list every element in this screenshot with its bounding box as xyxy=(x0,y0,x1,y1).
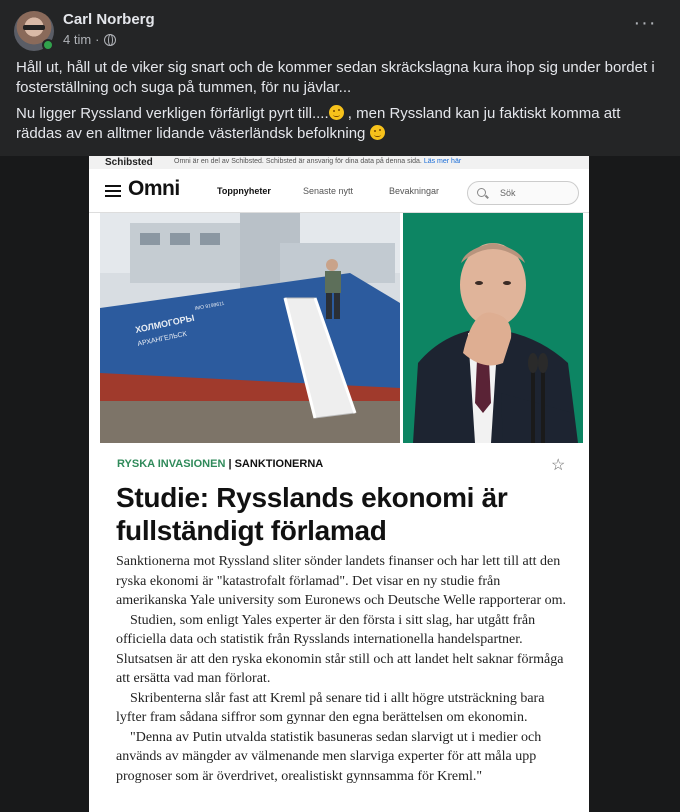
post-paragraph-2b: , men Ryssland kan ju faktiskt komma att räddas av en alltmer lidande västerländsk befolkning xyxy=(16,105,621,142)
post-header xyxy=(0,0,680,156)
body-paragraph: Sanktionerna mot Ryssland sliter sönder landets finanser och har lett till att den ryska ekonomi är "katastrofalt förlamad". Det visar en ny studie från amerikanska Yale university som Euronews och Deutsche Welle rapporterar om. xyxy=(116,554,566,608)
more-options-icon[interactable]: ··· xyxy=(633,12,657,34)
search-icon xyxy=(477,188,486,197)
tab-toppnyheter: Toppnyheter xyxy=(217,186,271,196)
schibsted-read-more-link: Läs mer här xyxy=(423,158,462,165)
online-status-dot xyxy=(42,39,54,51)
post-text xyxy=(16,58,668,150)
ship-name-text: ХОЛМОГОРЫ xyxy=(134,312,196,335)
article-headline: Studie: Rysslands ekonomi är fullständigt förlamad xyxy=(116,482,508,546)
omni-nav xyxy=(89,169,589,213)
portrait-illustration xyxy=(403,213,583,443)
post-meta xyxy=(63,32,116,47)
star-icon: ☆ xyxy=(551,457,566,474)
body-paragraph: Studien, som enligt Yales experter är den första i sitt slag, har utgått från officiella data och statistik från Rysslands internationella handelspartner. Slutsatsen är att den ryska ekonomin står still och att landet helt saknar förmåga att ersätta vad man förlorat. xyxy=(116,612,564,686)
globe-icon[interactable] xyxy=(104,34,116,46)
post-paragraph-2a: Nu ligger Ryssland verkligen förfärligt pyrt till.... xyxy=(16,105,329,122)
post-time[interactable]: 4 tim xyxy=(63,32,92,47)
schibsted-bar xyxy=(89,156,589,169)
hamburger-menu-icon xyxy=(105,185,121,197)
body-paragraph: Skribenterna slår fast att Kreml på senare tid i allt högre utsträckning bara lyfter fram sådana siffror som gynnar den egna berättelsen om ekonomin. xyxy=(116,690,545,725)
tab-senaste-nytt: Senaste nytt xyxy=(303,186,354,196)
ship-photo xyxy=(100,213,400,443)
omni-logo: Omni xyxy=(128,177,180,200)
kicker-separator: | xyxy=(225,458,235,470)
tab-bevakningar: Bevakningar xyxy=(389,186,440,196)
post-paragraph-2 xyxy=(16,104,668,144)
article-screenshot[interactable] xyxy=(89,156,589,812)
author-name[interactable]: Carl Norberg xyxy=(63,11,155,28)
winking-face-icon xyxy=(370,125,385,140)
article-kicker xyxy=(117,458,323,470)
schibsted-notice xyxy=(174,158,461,165)
schibsted-logo: Schibsted xyxy=(105,157,153,168)
article-body xyxy=(116,552,571,786)
meta-separator: · xyxy=(95,32,100,47)
putin-photo xyxy=(403,213,583,443)
post-paragraph-1: Håll ut, håll ut de viker sig snart och de kommer sedan skräckslagna kura ihop sig under bordet i fosterställning och suga på tummen, för nu jävlar... xyxy=(16,59,655,96)
kicker-topic: RYSKA INVASIONEN xyxy=(117,458,226,470)
kicker-subtopic: SANKTIONERNA xyxy=(234,458,324,470)
search-placeholder: Sök xyxy=(500,188,516,198)
winking-face-icon xyxy=(329,105,344,120)
schibsted-notice-text: Omni är en del av Schibsted. Schibsted är ansvarig för dina data på denna sida. xyxy=(174,158,422,165)
body-paragraph: "Denna av Putin utvalda statistik basuneras sedan slarvigt ut i medier och används av mängder av välmenande men slarviga experter för att måla upp prognoser som är överdrivet, orealistiskt gynnsamma för Kreml." xyxy=(116,729,542,784)
ship-port-text: АРХАНГЕЛЬСК xyxy=(136,330,188,348)
search-input xyxy=(467,181,579,205)
ship-imo-text: IMO 9199611 xyxy=(194,300,225,312)
ship-illustration xyxy=(100,213,400,443)
